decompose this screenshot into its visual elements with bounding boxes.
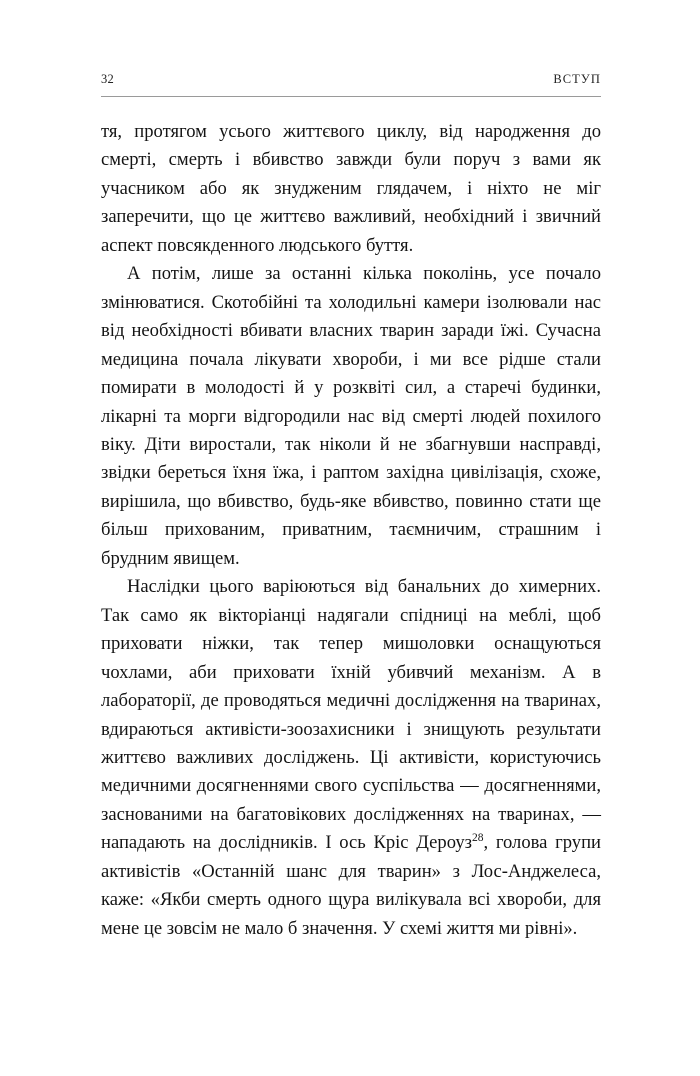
paragraph-continuation: тя, протягом усього життєвого циклу, від народження до смерті, смерть і вбивство завжди були поруч з вами як учасником або як знудженим глядачем, і ніхто не міг заперечити, що це життєво важливий, необхідний і звичний аспект повсякденного людського буття. xyxy=(101,121,601,256)
running-title: ВСТУП xyxy=(553,72,601,86)
footnote-reference-28[interactable]: 28 xyxy=(471,832,484,845)
paragraph-three xyxy=(101,573,601,943)
page-number: 32 xyxy=(101,72,114,86)
paragraph-three-text-after-note: , голова групи активістів «Останній шанс для тварин» з Лос-Анджелеса, каже: «Якби смерть одного щура вилікувала всі хвороби, для мене це зовсім не мало б значення. У схемі життя ми рівні». xyxy=(101,832,601,939)
page-body xyxy=(101,118,601,943)
paragraph-three-text-before-note: Наслідки цього варіюються від банальних до химерних. Так само як вікторіанці надягали спідниці на меблі, щоб приховати ніжки, так тепер мишоловки оснащуються чохлами, аби приховати їхній убивчий механізм. А в лабораторії, де проводяться медичні дослідження на тваринах, вдираються активісти-зоозахисники і знищують результати життєво важливих досліджень. Ці активісти, користуючись медичними досягненнями свого суспільства — досягненнями, заснованими на багатовікових дослідженнях на тваринах, — нападають на дослідників. І ось Кріс Дероуз xyxy=(101,576,601,854)
running-head xyxy=(101,72,601,87)
header-divider xyxy=(101,96,601,97)
paragraph-two: А потім, лише за останні кілька поколінь, усе почало змінюватися. Скотобійні та холодильні камери ізолювали нас від необхідності вбивати власних тварин заради їжі. Сучасна медицина почала лікувати хвороби, і ми все рідше стали помирати в молодості й у розквіті сил, а старечі будинки, лікарні та морги відгородили нас від смерті людей похилого віку. Діти виростали, так ніколи й не збагнувши насправді, звідки береться їхня їжа, і раптом західна цивілізація, схоже, вирішила, що вбивство, будь-яке вбивство, повинно стати ще більш прихованим, приватним, таємничим, страшним і брудним явищем. xyxy=(101,263,601,569)
